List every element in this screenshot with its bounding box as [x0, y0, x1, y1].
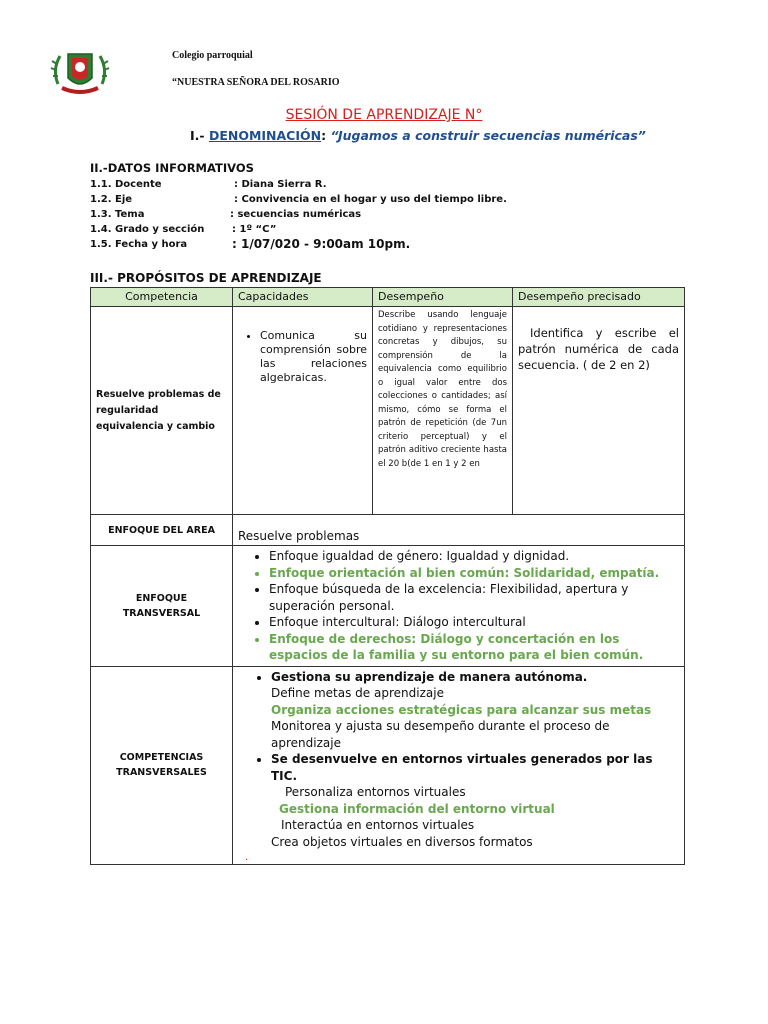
competencia-item: Organiza acciones estratégicas para alcanzar sus metas: [271, 702, 652, 717]
competencia-item: Define metas de aprendizaje: [271, 686, 444, 700]
info-label-docente: 1.1. Docente: [90, 179, 162, 190]
competencia-item: Gestiona información del entorno virtual: [279, 801, 555, 816]
table-row-enfoque-transversal: [91, 546, 685, 667]
denomination-label: DENOMINACIÓN: [208, 128, 322, 143]
table-header-row: [91, 288, 685, 307]
header-capacidades: Capacidades: [233, 288, 373, 307]
competencia-transversal-title: • Gestiona su aprendizaje de manera autónoma.: [271, 669, 679, 686]
header-desempeno-precisado: Desempeño precisado: [513, 288, 685, 307]
competencias-transversales-label: COMPETENCIAS TRANSVERSALES: [91, 666, 233, 865]
denomination-separator: :: [321, 128, 331, 143]
cell-desempeno-precisado: [513, 307, 685, 515]
competencia-transversal-title: • Se desenvuelve en entornos virtuales generados por las TIC.: [271, 751, 679, 784]
info-value-fecha: : 1/07/020 - 9:00am 10pm.: [232, 237, 411, 251]
competencia-item: Monitorea y ajusta su desempeño durante el proceso de aprendizaje: [271, 719, 610, 750]
denomination-prefix: I.-: [190, 128, 209, 143]
competencia-item: Crea objetos virtuales en diversos formatos: [271, 834, 533, 849]
competencia-item: Interactúa en entornos virtuales: [281, 818, 475, 832]
competencia-item: Personaliza entornos virtuales: [285, 785, 466, 799]
header-desempeno: Desempeño: [373, 288, 513, 307]
school-subtitle: “NUESTRA SEÑORA DEL ROSARIO: [172, 77, 340, 88]
cell-capacidad: [233, 307, 373, 515]
enfoque-transversal-label: ENFOQUE TRANSVERSAL: [91, 546, 233, 667]
competencias-transversales-cell: [233, 666, 685, 865]
school-name: Colegio parroquial: [172, 50, 253, 61]
session-title: SESIÓN DE APRENDIZAJE N°: [285, 107, 483, 123]
enfoque-area-label: ENFOQUE DEL AREA: [91, 515, 233, 546]
denomination-line: [190, 128, 646, 143]
info-value-grado: : 1º “C”: [232, 224, 277, 235]
info-label-eje: 1.2. Eje: [90, 194, 133, 205]
info-label-tema: 1.3. Tema: [90, 209, 145, 220]
table-row-competencias-transversales: [91, 666, 685, 865]
cell-competencia: Resuelve problemas de regularidad equivalencia y cambio: [91, 307, 233, 515]
header-competencia: Competencia: [91, 288, 233, 307]
enfoque-area-value: Resuelve problemas: [233, 515, 685, 546]
enfoque-transversal-list: [233, 546, 685, 667]
capacidad-item: • Comunica su comprensión sobre las relaciones algebraicas.: [260, 329, 367, 385]
trailing-mark: .: [245, 852, 249, 863]
section-datos-title: II.-DATOS INFORMATIVOS: [90, 161, 254, 175]
info-label-fecha: 1.5. Fecha y hora: [90, 239, 188, 250]
info-value-eje: : Convivencia en el hogar y uso del tiempo libre.: [234, 194, 507, 205]
table-row-enfoque-area: [91, 515, 685, 546]
table-row-competencia: [91, 307, 685, 515]
denomination-title: “Jugamos a construir secuencias numéricas”: [330, 128, 646, 143]
enfoque-item: • Enfoque intercultural: Diálogo intercultural: [269, 614, 679, 631]
enfoque-item: • Enfoque orientación al bien común: Solidaridad, empatía.: [269, 565, 679, 582]
info-label-grado: 1.4. Grado y sección: [90, 224, 205, 235]
section-propositos-title: III.- PROPÓSITOS DE APRENDIZAJE: [90, 271, 322, 285]
info-value-docente: : Diana Sierra R.: [234, 179, 327, 190]
enfoque-item: • Enfoque de derechos: Diálogo y concertación en los espacios de la familia y su entorno para el bien común.: [269, 631, 679, 664]
cell-desempeno: Describe usando lenguaje cotidiano y representaciones concretas y dibujos, su comprensión de la equivalencia como equilibrio o igual valor entre dos colecciones o cantidades; así mismo, cómo se forma el patrón de repetición (de 7un criterio perceptual) y el patrón aditivo creciente hasta el 20 b(de 1 en 1 y 2 en: [373, 307, 513, 515]
info-value-tema: : secuencias numéricas: [230, 209, 362, 220]
school-crest-logo: [48, 40, 112, 104]
enfoque-item: • Enfoque igualdad de género: Igualdad y dignidad.: [269, 548, 679, 565]
enfoque-item: • Enfoque búsqueda de la excelencia: Flexibilidad, apertura y superación personal.: [269, 581, 679, 614]
learning-purposes-table: [90, 287, 685, 865]
desempeno-precisado-text: Identifica y escribe el patrón numérica de cada secuencia. ( de 2 en 2): [518, 326, 679, 372]
